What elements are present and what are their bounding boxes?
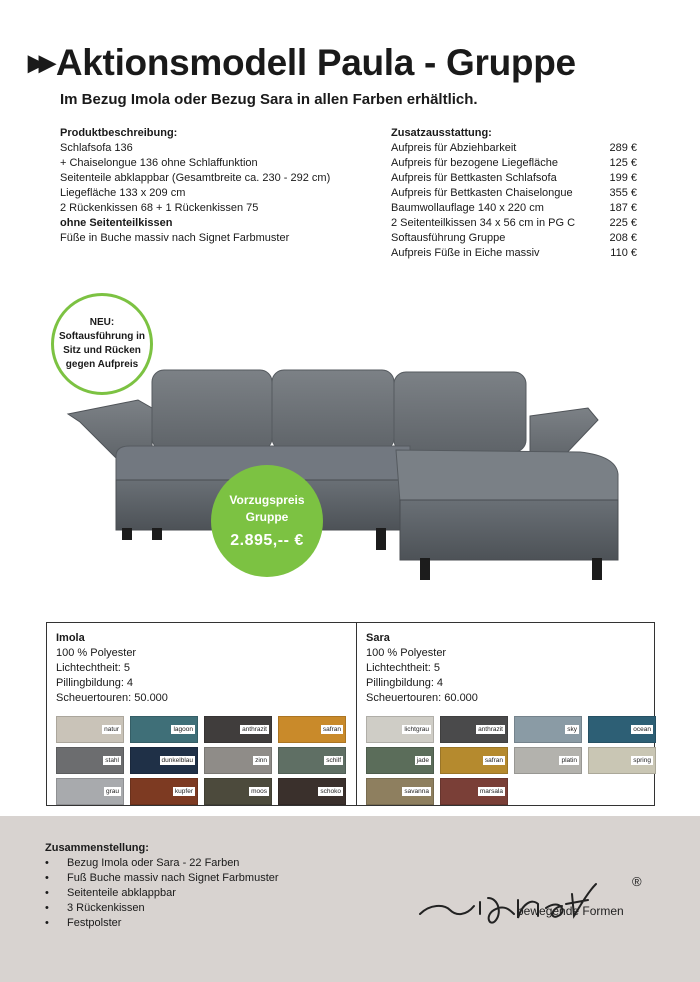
extras-row [391, 201, 637, 216]
swatch-label: savanna [404, 788, 429, 795]
swatch-label: marsala [479, 788, 503, 795]
fabric-name: Sara [366, 632, 390, 644]
swatch-label: stahl [105, 757, 119, 764]
fabric-swatch [366, 747, 434, 774]
extras-price: 289 € [609, 142, 637, 154]
footer-summary [0, 816, 700, 982]
description-line: Seitenteile abklappbar (Gesamtbreite ca. 230 - 292 cm) [60, 172, 331, 184]
swatch-label: jade [416, 757, 429, 764]
swatch-label: spring [633, 757, 651, 764]
registered-mark: ® [632, 874, 642, 889]
fabric-swatch [56, 716, 124, 743]
sofa-leg [152, 528, 162, 540]
swatch-label: anthrazit [478, 726, 503, 733]
fabric-swatch [204, 747, 272, 774]
fabric-panels [46, 622, 655, 806]
double-arrow-icon: ▶▶ [28, 50, 50, 75]
fabric-swatch [278, 778, 346, 805]
extras-label: Aufpreis für bezogene Liegefläche [391, 157, 558, 169]
extras-price: 125 € [609, 157, 637, 169]
fabric-swatch [130, 747, 198, 774]
description-line: Schlafsofa 136 [60, 142, 133, 154]
description-line: 2 Rückenkissen 68 + 1 Rückenkissen 75 [60, 202, 259, 214]
summary-item: • Seitenteile abklappbar [45, 886, 279, 901]
swatch-label: lichtgrau [404, 726, 429, 733]
fabric-swatch [440, 778, 508, 805]
swatch-label: grau [105, 788, 119, 795]
fabric-lightfastness: Lichtechtheit: 5 [56, 662, 130, 674]
fabric-panel-imola [47, 623, 356, 805]
fabric-swatch [366, 716, 434, 743]
new-badge-line: gegen Aufpreis [65, 359, 139, 370]
swatch-label: sky [567, 726, 577, 733]
extras-price: 225 € [609, 217, 637, 229]
description-bold-line: ohne Seitenteilkissen [60, 217, 173, 229]
back-cushion [152, 370, 272, 450]
extras-label: Aufpreis für Bettkasten Schlafsofa [391, 172, 557, 184]
new-badge-line: NEU: [89, 317, 115, 328]
swatch-label: platin [561, 757, 577, 764]
swatch-label: zinn [255, 757, 267, 764]
fabric-swatch [588, 747, 656, 774]
fabric-swatch [588, 716, 656, 743]
price-value: 2.895,-- € [230, 532, 304, 549]
swatch-label: kupfer [174, 788, 193, 795]
fabric-material: 100 % Polyester [366, 647, 447, 659]
page-title [28, 42, 576, 84]
price-badge-line: Vorzugspreis [229, 493, 305, 507]
extras-row [391, 171, 637, 186]
extras-row [391, 216, 637, 231]
fabric-name: Imola [56, 632, 85, 644]
swatch-label: safran [322, 726, 341, 733]
sofa-leg [376, 528, 386, 550]
fabric-material: 100 % Polyester [56, 647, 137, 659]
fabric-swatch [56, 778, 124, 805]
fabric-swatch [366, 778, 434, 805]
fabric-swatch [278, 747, 346, 774]
summary-item: • Festpolster [45, 916, 279, 931]
swatch-grid [366, 716, 656, 805]
extras-label: Baumwollauflage 140 x 220 cm [391, 202, 544, 214]
price-badge [211, 465, 323, 577]
sofa-image [60, 360, 640, 590]
fabric-swatch [204, 778, 272, 805]
summary-item: • Fuß Buche massiv nach Signet Farbmuster [45, 871, 279, 886]
sofa-leg [122, 528, 132, 540]
swatch-label: safran [484, 757, 503, 764]
summary-heading: Zusammenstellung: [45, 842, 149, 854]
extras-price: 355 € [609, 187, 637, 199]
extras-label: Aufpreis für Abziehbarkeit [391, 142, 517, 154]
extras-row [391, 141, 637, 156]
extras-price-list [391, 126, 637, 261]
swatch-label: ocean [633, 726, 651, 733]
extras-price: 187 € [609, 202, 637, 214]
fabric-pilling: Pillingbildung: 4 [366, 677, 444, 689]
swatch-label: schilf [326, 757, 341, 764]
extras-row [391, 186, 637, 201]
extras-label: 2 Seitenteilkissen 34 x 56 cm in PG C [391, 217, 576, 229]
extras-label: Aufpreis für Bettkasten Chaiselongue [391, 187, 573, 199]
page-title-text: Aktionsmodell Paula - Gruppe [55, 42, 576, 83]
description-line: + Chaiselongue 136 ohne Schlaffunktion [60, 157, 258, 169]
signet-logo [410, 854, 660, 944]
fabric-swatch [130, 716, 198, 743]
fabric-swatch [440, 716, 508, 743]
price-badge-line: Gruppe [245, 510, 289, 524]
swatch-label: natur [104, 726, 119, 733]
fabric-lightfastness: Lichtechtheit: 5 [366, 662, 440, 674]
chaise-base [400, 500, 618, 560]
summary-item: • Bezug Imola oder Sara - 22 Farben [45, 856, 279, 871]
product-description-heading: Produktbeschreibung: [60, 127, 178, 139]
swatch-label: schoko [320, 788, 341, 795]
fabric-swatch [440, 747, 508, 774]
fabric-pilling: Pillingbildung: 4 [56, 677, 134, 689]
sofa-leg [420, 558, 430, 580]
fabric-swatch [204, 716, 272, 743]
extras-price: 110 € [610, 247, 637, 259]
extras-price: 199 € [609, 172, 637, 184]
extras-row [391, 231, 637, 246]
swatch-label: anthrazit [242, 726, 267, 733]
extras-label: Softausführung Gruppe [391, 232, 506, 244]
fabric-swatch [278, 716, 346, 743]
swatch-label: moos [251, 788, 267, 795]
sofa-leg [592, 558, 602, 580]
new-badge-line: Softausführung in [58, 331, 146, 342]
extras-heading: Zusatzausstattung: [391, 127, 492, 139]
new-badge-line: Sitz und Rücken [63, 345, 141, 356]
chaise-seat [396, 450, 618, 502]
swatch-grid [56, 716, 346, 805]
swatch-label: dunkelblau [161, 757, 193, 764]
extras-price: 208 € [609, 232, 637, 244]
summary-list [45, 856, 279, 931]
product-description [60, 126, 330, 246]
fabric-swatch [514, 747, 582, 774]
back-cushion [394, 372, 526, 452]
fabric-panel-sara [356, 623, 666, 805]
extras-row [391, 156, 637, 171]
extras-label: Aufpreis Füße in Eiche massiv [391, 247, 540, 259]
description-line: Füße in Buche massiv nach Signet Farbmuster [60, 232, 290, 244]
swatch-label: lagoon [173, 726, 193, 733]
summary-item: • 3 Rückenkissen [45, 901, 279, 916]
fabric-swatch [514, 716, 582, 743]
new-feature-badge [51, 293, 153, 395]
fabric-swatch [130, 778, 198, 805]
back-cushion [272, 370, 394, 450]
fabric-abrasion: Scheuertouren: 50.000 [56, 692, 168, 704]
fabric-abrasion: Scheuertouren: 60.000 [366, 692, 478, 704]
description-line: Liegefläche 133 x 209 cm [60, 187, 186, 199]
extras-row [391, 246, 637, 261]
page-subtitle: Im Bezug Imola oder Bezug Sara in allen Farben erhältlich. [60, 91, 478, 108]
brand-tagline: bewegende Formen [517, 904, 624, 918]
fabric-swatch [56, 747, 124, 774]
